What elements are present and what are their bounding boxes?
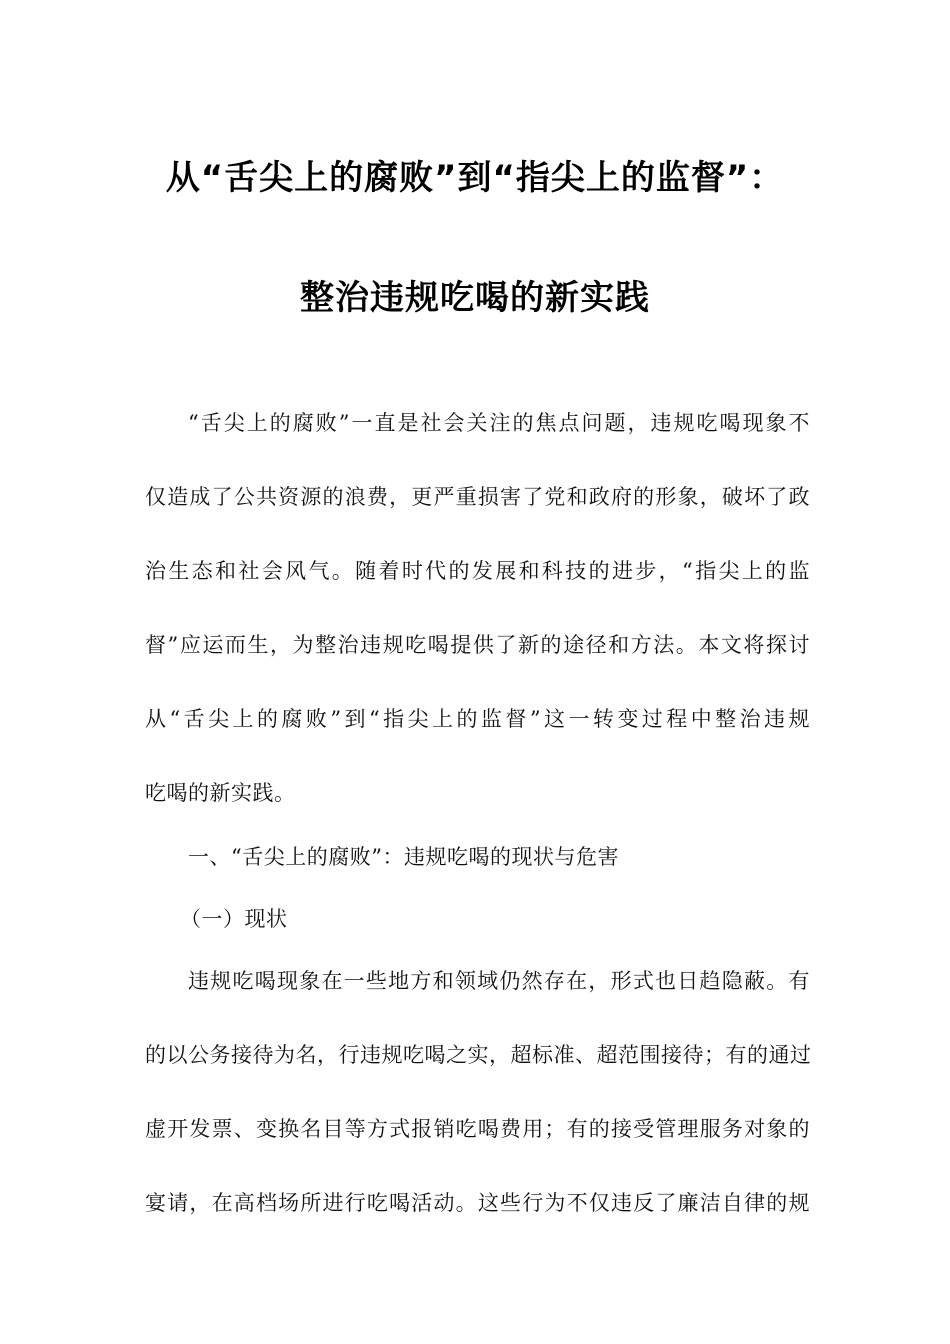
body-paragraph-line: 虚开发票、变换名目等方式报销吃喝费用；有的接受管理服务对象的 xyxy=(145,1117,810,1141)
intro-paragraph-line: 吃喝的新实践。 xyxy=(145,781,296,805)
section-heading: 一、“舌尖上的腐败”：违规吃喝的现状与危害 xyxy=(188,845,619,869)
intro-paragraph-line: 督”应运而生，为整治违规吃喝提供了新的途径和方法。本文将探讨 xyxy=(145,633,810,657)
body-paragraph-line: 的以公务接待为名，行违规吃喝之实，超标准、超范围接待；有的通过 xyxy=(145,1043,812,1067)
document-title-line-1: 从“舌尖上的腐败”到“指尖上的监督”： xyxy=(165,158,785,198)
subsection-heading: （一）现状 xyxy=(180,907,288,931)
intro-paragraph-line: 仅造成了公共资源的浪费，更严重损害了党和政府的形象，破坏了政 xyxy=(145,485,810,509)
intro-paragraph-line: 治生态和社会风气。随着时代的发展和科技的进步，“指尖上的监 xyxy=(145,559,810,583)
document-title-line-2: 整治违规吃喝的新实践 xyxy=(300,278,650,318)
intro-paragraph-line: “舌尖上的腐败”一直是社会关注的焦点问题，违规吃喝现象不 xyxy=(188,411,810,435)
body-paragraph-line: 违规吃喝现象在一些地方和领域仍然存在，形式也日趋隐蔽。有 xyxy=(188,969,810,993)
body-paragraph-line: 宴请，在高档场所进行吃喝活动。这些行为不仅违反了廉洁自律的规 xyxy=(145,1191,810,1215)
intro-paragraph-line: 从“舌尖上的腐败”到“指尖上的监督”这一转变过程中整治违规 xyxy=(145,707,810,731)
